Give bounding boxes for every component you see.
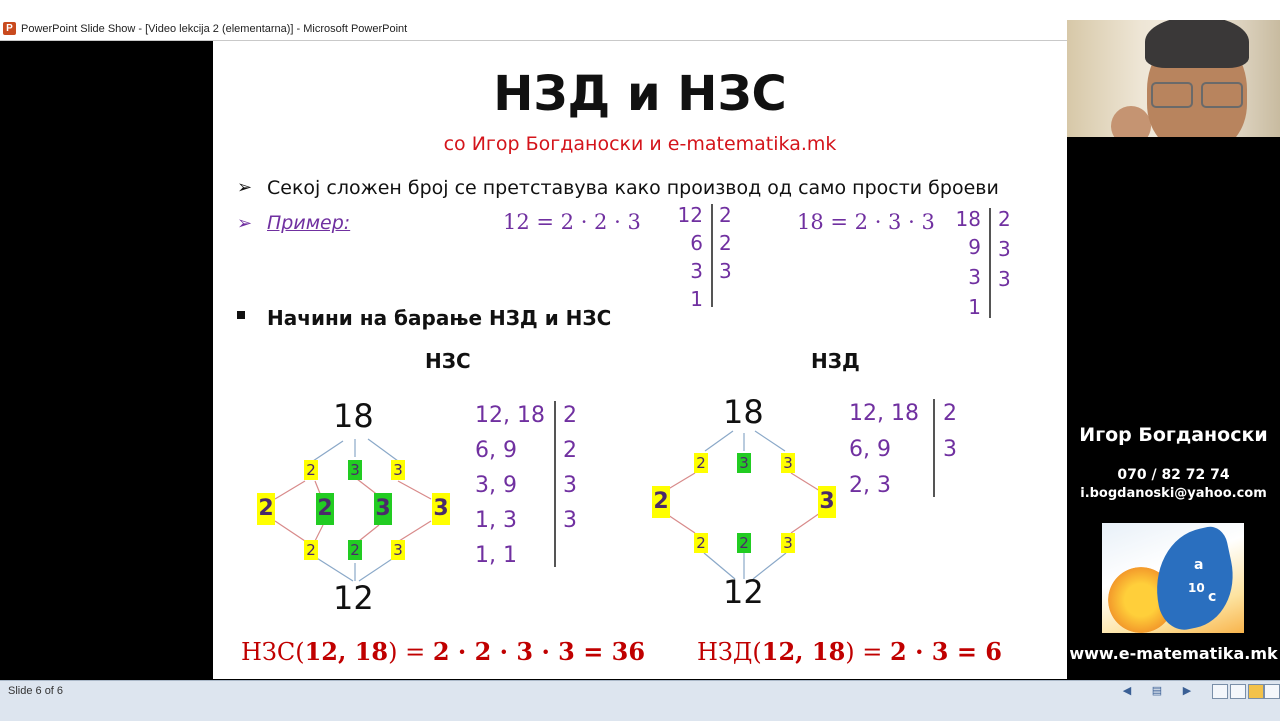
previous-slide-icon[interactable]: ◀	[1122, 685, 1132, 697]
nzd-upper-node: 3	[781, 453, 795, 473]
fact-value: 1	[690, 287, 703, 311]
nzd-heading: НЗД	[811, 349, 860, 373]
presenter-website: www.e-matematika.mk	[1069, 644, 1278, 663]
logo-letter-c: c	[1208, 589, 1217, 605]
nzs-heading: НЗС	[425, 349, 471, 373]
arrow-bullet-icon: ➢	[237, 213, 253, 233]
nzs-table-prime: 3	[563, 508, 577, 533]
example-18-product: 18 = 2 · 3 · 3	[797, 210, 935, 234]
nzd-middle-node: 3	[818, 486, 836, 518]
bullet-composite-numbers: Секој сложен број се претставува како производ од само прости броеви	[267, 177, 999, 199]
presenter-webcam	[1067, 20, 1280, 137]
fact-prime: 3	[998, 237, 1011, 261]
fact-value: 18	[955, 207, 981, 231]
nzd-upper-node: 2	[694, 453, 708, 473]
nzs-middle-node: 2	[316, 493, 334, 525]
formula-prefix: НЗД(	[697, 638, 762, 666]
fact-value: 12	[677, 203, 703, 227]
methods-heading: Начини на барање НЗД и НЗС	[267, 306, 612, 330]
nzd-table-prime: 3	[943, 437, 957, 462]
next-slide-icon[interactable]: ▶	[1182, 685, 1192, 697]
presenter-email: i.bogdanoski@yahoo.com	[1080, 486, 1267, 501]
nzs-table-divider	[554, 401, 556, 567]
formula-result: 2 · 2 · 3 · 3 = 36	[432, 637, 646, 666]
nzd-lower-node: 2	[737, 533, 751, 553]
fact-prime: 2	[719, 231, 732, 255]
fact-prime: 2	[719, 203, 732, 227]
presenter-name: Игор Богданоски	[1079, 424, 1268, 446]
nzs-table-prime: 3	[563, 473, 577, 498]
nzs-table-value: 6, 9	[475, 438, 517, 463]
nzs-table-prime: 2	[563, 403, 577, 428]
nzs-table-prime: 2	[563, 438, 577, 463]
nzd-table-divider	[933, 399, 935, 497]
status-bar	[0, 680, 1280, 721]
nzd-top-number: 18	[723, 393, 764, 431]
nzs-upper-node: 3	[391, 460, 405, 480]
nzd-table-value: 6, 9	[849, 437, 891, 462]
normal-view-button[interactable]	[1212, 684, 1228, 699]
reading-view-button[interactable]	[1248, 684, 1264, 699]
nzs-lower-node: 2	[348, 540, 362, 560]
formula-prefix: НЗС(	[241, 638, 305, 666]
formula-suffix: ) =	[388, 638, 433, 666]
formula-args: 12, 18	[304, 637, 389, 666]
slide-sorter-view-button[interactable]	[1230, 684, 1246, 699]
nzs-table-value: 1, 3	[475, 508, 517, 533]
nzs-upper-node: 2	[304, 460, 318, 480]
nzd-upper-node: 3	[737, 453, 751, 473]
slide-canvas[interactable]	[213, 41, 1067, 679]
slide-notes-icon[interactable]: ▤	[1151, 685, 1163, 697]
formula-args: 12, 18	[761, 637, 846, 666]
nzs-middle-node: 3	[432, 493, 450, 525]
slide-show-view-button[interactable]	[1264, 684, 1280, 699]
fact-value: 3	[690, 259, 703, 283]
slide-counter: Slide 6 of 6	[8, 685, 64, 697]
fact-prime: 2	[998, 207, 1011, 231]
arrow-bullet-icon: ➢	[237, 177, 253, 197]
nzs-upper-node: 3	[348, 460, 362, 480]
fact-value: 3	[968, 265, 981, 289]
nzd-table-value: 12, 18	[849, 401, 919, 426]
nzd-lower-node: 2	[694, 533, 708, 553]
window-title: PowerPoint Slide Show - [Video lekcija 2 (elementarna)] - Microsoft PowerPoint	[21, 23, 408, 35]
nzs-middle-node: 2	[257, 493, 275, 525]
powerpoint-icon: P	[3, 22, 16, 35]
nzs-table-value: 3, 9	[475, 473, 517, 498]
nzs-formula	[241, 637, 645, 666]
fact-prime: 3	[719, 259, 732, 283]
nzd-table-prime: 2	[943, 401, 957, 426]
slide-subtitle: со Игор Богданоски и e-matematika.mk	[443, 133, 837, 155]
nzs-top-number: 18	[333, 397, 374, 435]
fact-value: 9	[968, 235, 981, 259]
fact-value: 1	[968, 295, 981, 319]
logo-letter-a: a	[1194, 557, 1204, 573]
presenter-info-panel	[1067, 137, 1280, 680]
formula-result: 2 · 3 = 6	[890, 637, 1002, 666]
nzd-middle-node: 2	[652, 486, 670, 518]
presenter-phone: 070 / 82 72 74	[1117, 467, 1230, 483]
example-label: Пример:	[267, 212, 351, 234]
nzd-table-value: 2, 3	[849, 473, 891, 498]
presenter-hair	[1145, 20, 1249, 68]
nzs-bottom-number: 12	[333, 579, 374, 617]
slide-title: НЗД и НЗС	[493, 66, 787, 122]
example-12-product: 12 = 2 · 2 · 3	[503, 210, 641, 234]
formula-suffix: ) =	[845, 638, 891, 666]
nzd-formula	[697, 637, 1002, 666]
presenter-hand	[1111, 106, 1151, 137]
nzs-lower-node: 2	[304, 540, 318, 560]
presenter-glasses	[1151, 82, 1243, 106]
e-matematika-logo	[1102, 523, 1244, 633]
nzs-middle-node: 3	[374, 493, 392, 525]
nzs-lower-node: 3	[391, 540, 405, 560]
nzs-table-value: 12, 18	[475, 403, 545, 428]
fact-prime: 3	[998, 267, 1011, 291]
fact-value: 6	[690, 231, 703, 255]
nzs-table-value: 1, 1	[475, 543, 517, 568]
nzd-bottom-number: 12	[723, 573, 764, 611]
logo-number-10: 10	[1188, 581, 1205, 595]
nzd-lower-node: 3	[781, 533, 795, 553]
